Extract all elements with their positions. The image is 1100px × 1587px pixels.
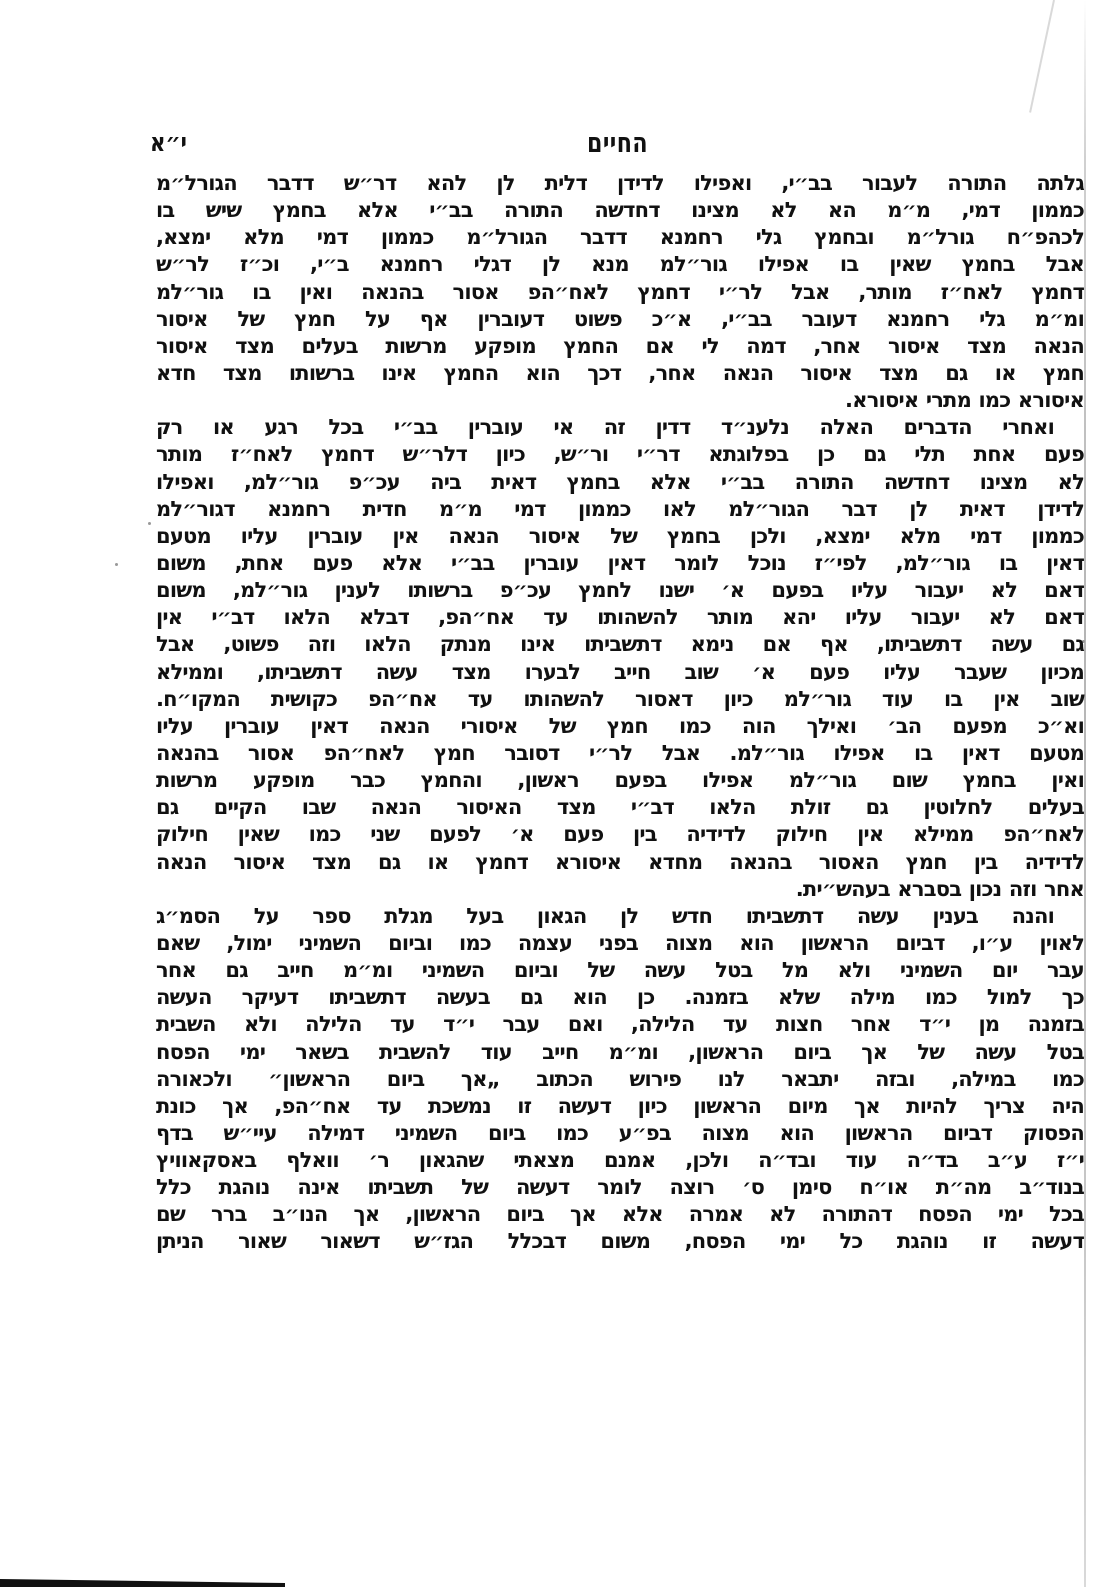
text-line: ואין בחמץ שום גור״למ אפילו בפעם ראשון, והחמץ כבר מופקע מרשות: [156, 768, 1084, 793]
text-line: היה צריך להיות אך מיום הראשון כיון דעשה זו נמשכת עד אח״הפ, אך כונת: [156, 1093, 1084, 1118]
text-line: איסורא כמו מתרי איסורא.: [845, 388, 1084, 413]
text-line: כמו במילה, ובזה יתבאר לנו פירוש הכתוב „אך ביום הראשון״ ולכאורה: [156, 1066, 1084, 1091]
text-line: פעם אחת תלי גם כן בפלוגתא דר״י ור״ש, כיון דלר״ש דחמץ לאח״ז מותר: [156, 442, 1084, 467]
text-line: דחמץ לאח״ז מותר, אבל לר״י דחמץ לאח״הפ אסור בהנאה ואין בו גור״למ: [156, 279, 1084, 304]
scan-speck: [115, 563, 118, 566]
body-text: [156, 170, 1084, 1256]
text-line: לאוין ע״ו, דביום הראשון הוא מצוה בפני עצמה כמו וביום השמיני ימול, שאם: [156, 930, 1084, 955]
text-line: אחר וזה נכון בסברא בעהש״ית.: [795, 876, 1084, 901]
text-line: בעלים לחלוטין גם זולת הלאו דב״י מצד האיסור הנאה שבו הקיים גם: [156, 795, 1084, 820]
paragraph-2: [156, 414, 1084, 903]
text-line: מכיון שעבר עליו פעם א׳ שוב חייב לבערו מצד עשה דתשביתו, וממילא: [156, 659, 1084, 684]
text-line: ומ״מ גלי רחמנא דעובר בב״י, א״כ פשוט דעוברין אף על חמץ של איסור: [156, 306, 1084, 331]
page-number: י״א: [150, 128, 187, 158]
text-line: חמץ או גם מצד איסור הנאה אחר, דכך הוא החמץ אינו ברשותו מצד חדא: [156, 360, 1084, 385]
text-line: גם עשה דתשביתו, אף אם נימא דתשביתו אינו מנתק הלאו וזה פשוט, אבל: [156, 632, 1084, 657]
text-line: לכהפ״ח גורל״מ ובחמץ גלי רחמנא דדבר הגורל״מ כממון דמי מלא ימצא,: [156, 225, 1084, 250]
text-line: הפסוק דביום הראשון הוא מצוה בפ״ע כמו ביום השמיני דמילה עיי״ש בדף: [156, 1120, 1084, 1145]
text-line: כך למול כמו מילה שלא בזמנה. כן הוא גם בעשה דתשביתו דעיקר העשה: [156, 985, 1084, 1010]
text-line: דאין בו גור״למ, לפי״ז נוכל לומר דאין עוברין בב״י אלא פעם אחת, משום: [156, 550, 1084, 575]
scan-artifact-bottom-edge: [0, 1577, 285, 1587]
text-line: עבר יום השמיני ולא מל בטל עשה של וביום השמיני ומ״מ חייב גם אחר: [156, 958, 1084, 983]
text-line: ואחרי הדברים האלה נלענ״ד דדין זה אי עוברין בב״י בכל רגע או רק: [156, 415, 1054, 440]
text-line: שוב אין בו עוד גור״למ כיון דאסור להשהותו עד אח״הפ כקושית המקו״ח.: [156, 686, 1084, 711]
text-line: בכל ימי הפסח דהתורה לא אמרה אלא אך ביום הראשון, אך הנו״ב ברר שם: [156, 1202, 1084, 1227]
text-line: והנה בענין עשה דתשביתו חדש לן הגאון בעל מגלת ספר על הסמ״ג: [156, 903, 1054, 928]
text-line: וא״כ מפעם הב׳ ואילך הוה כמו חמץ של איסורי הנאה דאין עוברין עליו: [156, 713, 1084, 738]
running-title: החיים: [587, 128, 648, 159]
text-line: דעשה זו נוהגת כל ימי הפסח, משום דבכלל הגז״ש דשאור שאור הניתן: [156, 1229, 1084, 1254]
text-line: דאם לא יעבור עליו בפעם א׳ ישנו לחמץ עכ״פ ברשותו לענין גור״למ, משום: [156, 578, 1084, 603]
paragraph-1: [156, 170, 1084, 414]
scan-speck: [148, 522, 151, 525]
text-line: כממון דמי מלא ימצא, ולכן בחמץ של איסור הנאה אין עוברין עליו מטעם: [156, 523, 1084, 548]
text-line: י״ז ע״ב בד״ה עוד ובד״ה ולכן, אמנם מצאתי שהגאון ר׳ וואלף באסקאוויץ: [156, 1148, 1084, 1173]
text-line: הנאה מצד איסור אחר, דמה לי אם החמץ מופקע מרשות בעלים מצד איסור: [156, 333, 1084, 358]
text-line: בנוד״ב מה״ת או״ח סימן ס׳ רוצה לומר דעשה של תשביתו אינה נוהגת כלל: [156, 1175, 1084, 1200]
running-head: [150, 128, 1085, 162]
paragraph-3: [156, 903, 1084, 1256]
text-line: לא מצינו דחדשה התורה בב״י אלא בחמץ דאית ביה עכ״פ גור״למ, ואפילו: [156, 469, 1084, 494]
scan-artifact-page-edge: [1084, 0, 1086, 1587]
text-line: מטעם דאין בו אפילו גור״למ. אבל לר״י דסובר חמץ לאח״הפ אסור בהנאה: [156, 740, 1084, 765]
text-line: גלתה התורה לעבור בב״י, ואפילו לדידן דלית לן להא דר״ש דדבר הגורל״מ: [156, 171, 1084, 195]
text-line: כממון דמי, מ״מ הא לא מצינו דחדשה התורה בב״י אלא בחמץ שיש בו: [156, 198, 1084, 223]
text-line: בטל עשה של אך ביום הראשון, ומ״מ חייב עוד להשבית בשאר ימי הפסח: [156, 1039, 1084, 1064]
text-line: אבל בחמץ שאין בו אפילו גור״למ מנא לן דגלי רחמנא ב״י, וכ״ז לר״ש: [156, 252, 1084, 277]
text-line: לדידן דאית לן דבר הגור״למ לאו כממון דמי מ״מ חדית רחמנא דגור״למ: [156, 496, 1084, 521]
text-line: לאח״הפ ממילא אין חילוק לדידיה בין פעם א׳ לפעם שני כמו שאין חילוק: [156, 822, 1084, 847]
scan-artifact-curve: [1029, 0, 1055, 113]
text-line: דאם לא יעבור עליו יהא מותר להשהותו עד אח״הפ, דבלא הלאו דב״י אין: [156, 605, 1084, 630]
text-line: בזמנה מן י״ד אחר חצות עד הלילה, ואם עבר י״ד עד הלילה ולא השבית: [156, 1012, 1084, 1037]
text-line: לדידיה בין חמץ האסור בהנאה מחדא איסורא דחמץ או גם מצד איסור הנאה: [156, 849, 1084, 874]
